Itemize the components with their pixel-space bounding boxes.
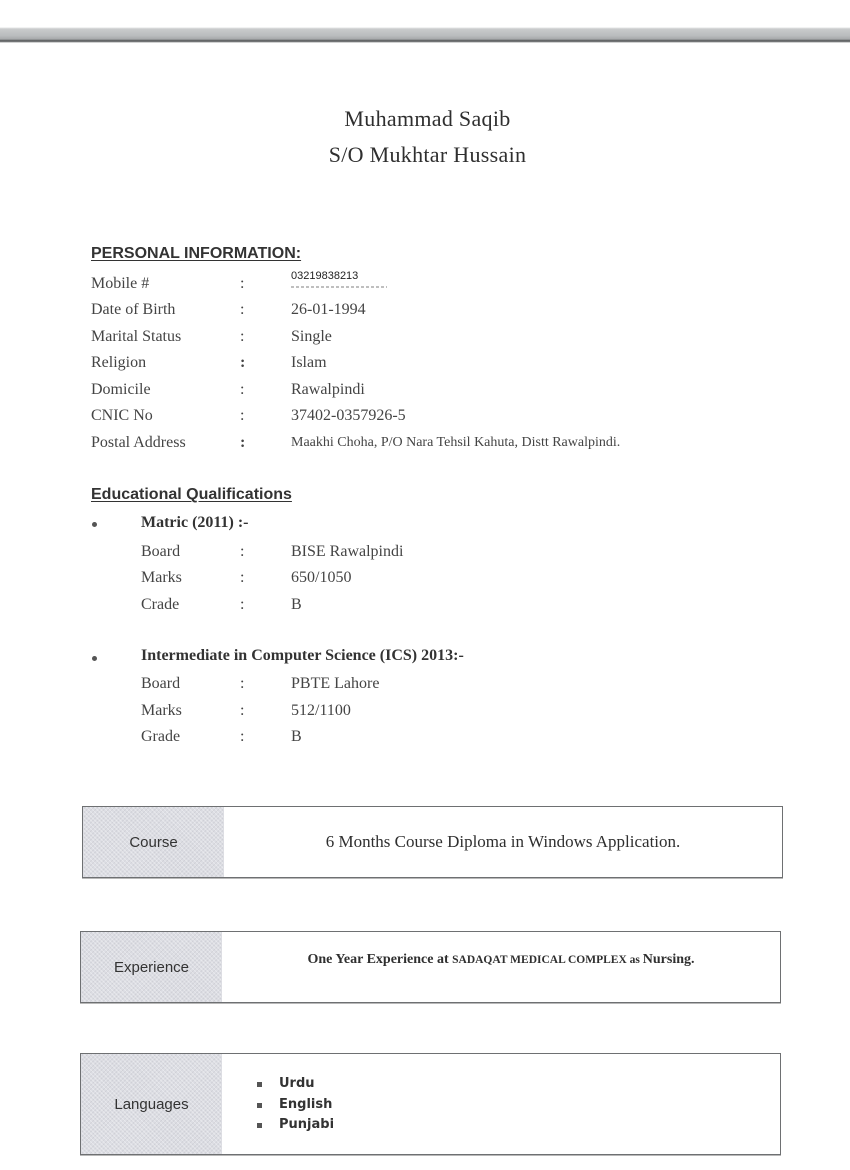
experience-text-as: as — [626, 954, 643, 966]
personal-info-heading: PERSONAL INFORMATION: — [91, 245, 302, 262]
field-separator: : — [240, 354, 246, 371]
candidate-name: Muhammad Saqib — [344, 106, 511, 131]
experience-label: Experience — [81, 932, 222, 1002]
redacted-underline — [291, 286, 387, 288]
field-separator: : — [240, 328, 245, 345]
field-value: Maakhi Choha, P/O Nara Tehsil Kahuta, Distt Rawalpindi. — [291, 435, 621, 450]
language-item — [257, 1115, 334, 1136]
field-label: Mobile # — [91, 275, 150, 292]
field-board — [141, 673, 641, 695]
field-label: Grade — [141, 728, 181, 745]
field-postal-address — [91, 432, 791, 454]
field-label: Board — [141, 675, 181, 692]
languages-content — [222, 1054, 780, 1154]
languages-label: Languages — [81, 1054, 222, 1154]
field-value: B — [291, 728, 302, 745]
experience-organization: SADAQAT MEDICAL COMPLEX — [452, 954, 627, 966]
square-bullet-icon — [257, 1103, 262, 1108]
experience-content — [222, 932, 780, 1002]
bullet-icon — [92, 656, 97, 661]
languages-list — [257, 1074, 334, 1136]
field-separator: : — [240, 543, 245, 560]
field-label: Domicile — [91, 381, 151, 398]
field-label: CNIC No — [91, 407, 153, 424]
field-domicile — [91, 379, 791, 401]
field-value: BISE Rawalpindi — [291, 543, 404, 560]
language-name: English — [279, 1096, 333, 1112]
field-value: 512/1100 — [291, 702, 351, 719]
field-separator: : — [240, 569, 245, 586]
field-label: Religion — [91, 354, 147, 371]
square-bullet-icon — [257, 1082, 262, 1087]
candidate-parent: S/O Mukhtar Hussain — [328, 142, 527, 167]
field-label: Board — [141, 543, 181, 560]
education-heading: Educational Qualifications — [91, 486, 292, 503]
field-label: Marks — [141, 702, 182, 719]
field-label: Date of Birth — [91, 301, 176, 318]
field-separator: : — [240, 596, 245, 613]
experience-box — [80, 931, 781, 1003]
experience-role: Nursing. — [642, 952, 695, 967]
field-marks — [141, 700, 641, 722]
field-value: Rawalpindi — [291, 381, 365, 398]
field-label: Postal Address — [91, 434, 186, 451]
field-separator: : — [240, 301, 245, 318]
experience-text — [307, 952, 694, 968]
education-title: Matric (2011) :- — [141, 514, 249, 531]
languages-box — [80, 1053, 781, 1155]
field-marks — [141, 567, 641, 589]
course-text: 6 Months Course Diploma in Windows Application. — [325, 832, 681, 851]
field-value: 26-01-1994 — [291, 301, 366, 318]
language-item — [257, 1095, 334, 1116]
language-name: Punjabi — [279, 1117, 335, 1132]
field-label: Marks — [141, 569, 182, 586]
language-name: Urdu — [279, 1076, 315, 1091]
bullet-icon — [92, 522, 97, 527]
field-value: Single — [291, 328, 332, 345]
field-grade — [141, 594, 641, 616]
field-separator: : — [240, 434, 246, 451]
square-bullet-icon — [257, 1123, 262, 1128]
field-label: Crade — [141, 596, 180, 613]
field-value: 650/1050 — [291, 569, 352, 586]
field-separator: : — [240, 675, 245, 692]
field-separator: : — [240, 381, 245, 398]
field-separator: : — [240, 275, 245, 292]
field-cnic — [91, 405, 791, 427]
experience-text-before: One Year Experience at — [307, 952, 453, 967]
field-value: PBTE Lahore — [291, 675, 380, 692]
scan-edge-bar — [0, 27, 850, 43]
field-value: B — [291, 596, 302, 613]
field-separator: : — [240, 407, 245, 424]
language-item — [257, 1074, 334, 1095]
field-religion — [91, 352, 791, 374]
field-value: Islam — [291, 354, 327, 371]
field-value: 03219838213 — [291, 270, 359, 282]
field-board — [141, 541, 641, 563]
course-label: Course — [83, 807, 224, 877]
field-separator: : — [240, 728, 245, 745]
field-separator: : — [240, 702, 245, 719]
field-label: Marital Status — [91, 328, 182, 345]
field-date-of-birth — [91, 299, 791, 321]
education-title: Intermediate in Computer Science (ICS) 2013:- — [141, 647, 464, 664]
field-grade — [141, 726, 641, 748]
course-box — [82, 806, 783, 878]
field-marital-status — [91, 326, 791, 348]
field-value: 37402-0357926-5 — [291, 407, 406, 424]
field-mobile — [91, 270, 791, 295]
course-content — [224, 807, 782, 877]
